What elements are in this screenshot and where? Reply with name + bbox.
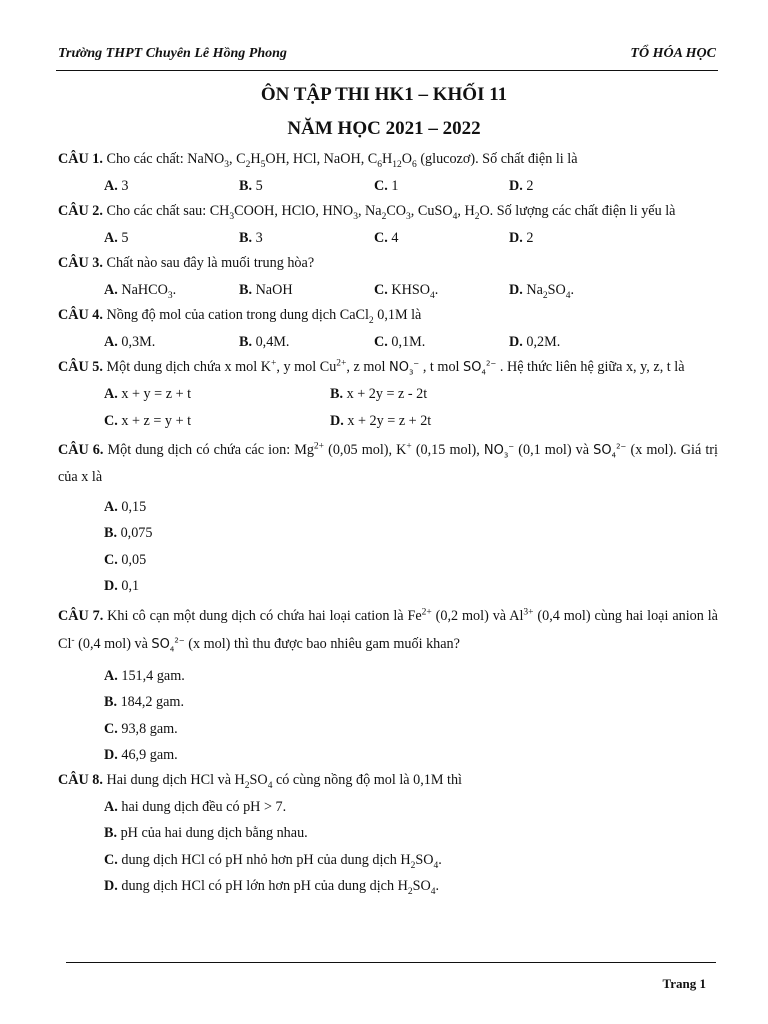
option-a: A. 0,3M. (104, 334, 156, 350)
page-header (58, 44, 716, 66)
question-2-options (104, 229, 718, 248)
option-a: A. 0,15 (104, 498, 147, 515)
option-c: C. 93,8 gam. (104, 720, 178, 737)
option-d: D. 0,1 (104, 578, 140, 594)
option-a: A. NaHCO$_3$. (104, 282, 177, 301)
option-d: D. 0,2M. (509, 334, 561, 350)
page-number: Trang 1 (662, 976, 706, 991)
option-c: C. 4 (374, 230, 399, 246)
question-5: CÂU 5. Một dung dịch chứa x mol K+, y mol $Cu^{2+}$, z mol $NO_3^-$ , t mol $SO_4^{2-}$ . Hệ thức liên hệ giữa x, y, z, t là (58, 358, 685, 377)
option-a: A. 151,4 gam. (104, 667, 185, 684)
option-a: A. x + y = z + t (104, 386, 192, 402)
question-3: CÂU 3. Chất nào sau đây là muối trung hòa? (58, 255, 315, 271)
question-7: CÂU 7. Khi cô cạn một dung dịch có chứa hai loại cation là $Fe^{2+}$ (0,2 mol) và $Al^{3+}$ (0,4 mol) cùng hai loại anion là Cl- (0,4 mol) và $SO_4^{2-}$ (x mol) thì thu được bao nhiêu gam muối khan? (58, 607, 718, 654)
option-c: C. dung dịch HCl có pH nhỏ hơn pH của dung dịch $H_2SO_4$. (104, 851, 442, 871)
option-d: D. $Na_2SO_4$. (509, 282, 575, 301)
question-4-options (104, 333, 718, 352)
question-4: CÂU 4. Nồng độ mol của cation trong dung dịch CaCl$_2$ 0,1M là (58, 307, 422, 326)
question-1-options (104, 177, 718, 196)
option-a: A. 5 (104, 230, 129, 246)
question-list (58, 150, 718, 896)
option-c: C. 0,05 (104, 551, 147, 568)
option-c: C. 0,1M. (374, 334, 426, 350)
question-1: CÂU 1. Cho các chất: NaNO$_3$, $C_2H_5OH$, HCl, NaOH, $C_6H_{12}O_6$ (glucozơ). Số chất điện li là (58, 151, 578, 170)
question-8: CÂU 8. Hai dung dịch HCl và $H_2SO_4$ có cùng nồng độ mol là 0,1M thì (58, 772, 462, 791)
option-a: A. hai dung dịch đều có pH > 7. (104, 798, 287, 815)
option-b: B. pH của hai dung dịch bằng nhau. (104, 825, 308, 841)
option-c: C. $KHSO_4$. (374, 282, 439, 301)
option-b: B. 184,2 gam. (104, 694, 185, 710)
option-b: B. 3 (239, 230, 263, 246)
option-b: B. 0,4M. (239, 334, 290, 350)
school-name: Trường THPT Chuyên Lê Hồng Phong (58, 46, 287, 61)
option-b: B. 5 (239, 178, 263, 194)
option-c: C. 1 (374, 178, 399, 194)
option-c: C. x + z = y + t (104, 413, 192, 429)
question-2: CÂU 2. Cho các chất sau: $CH_3COOH$, HClO, $HNO_3$, $Na_2CO_3$, CuSO$_4$, $H_2O$. Số lượng các chất điện li yếu là (58, 203, 676, 222)
option-b: B. NaOH (239, 282, 293, 298)
header-divider (56, 70, 718, 71)
option-d: D. 2 (509, 178, 534, 194)
option-d: D. 46,9 gam. (104, 747, 178, 763)
page-subtitle: NĂM HỌC 2021 – 2022 (287, 118, 481, 139)
option-d: D. x + 2y = z + 2t (330, 413, 432, 429)
page-title: ÔN TẬP THI HK1 – KHỐI 11 (260, 84, 508, 105)
question-8-options (104, 798, 718, 897)
option-b: B. x + 2y = z - 2t (330, 386, 428, 402)
option-b: B. 0,075 (104, 525, 153, 541)
option-d: D. 2 (509, 230, 534, 246)
question-3-options (104, 281, 718, 300)
question-6: CÂU 6. Một dung dịch có chứa các ion: $Mg^{2+}$ (0,05 mol), K+ (0,15 mol), $NO_3^-$ (0,1 mol) và $SO_4^{2-}$ (x mol). Giá trị của x là (58, 441, 718, 485)
department-name: TỔ HÓA HỌC (630, 46, 716, 61)
question-7-options (104, 667, 718, 766)
footer-divider (66, 962, 716, 963)
question-6-options (104, 498, 718, 597)
option-a: A. 3 (104, 178, 129, 194)
question-5-options (104, 385, 718, 431)
option-d: D. dung dịch HCl có pH lớn hơn pH của dung dịch $H_2SO_4$. (104, 878, 440, 897)
